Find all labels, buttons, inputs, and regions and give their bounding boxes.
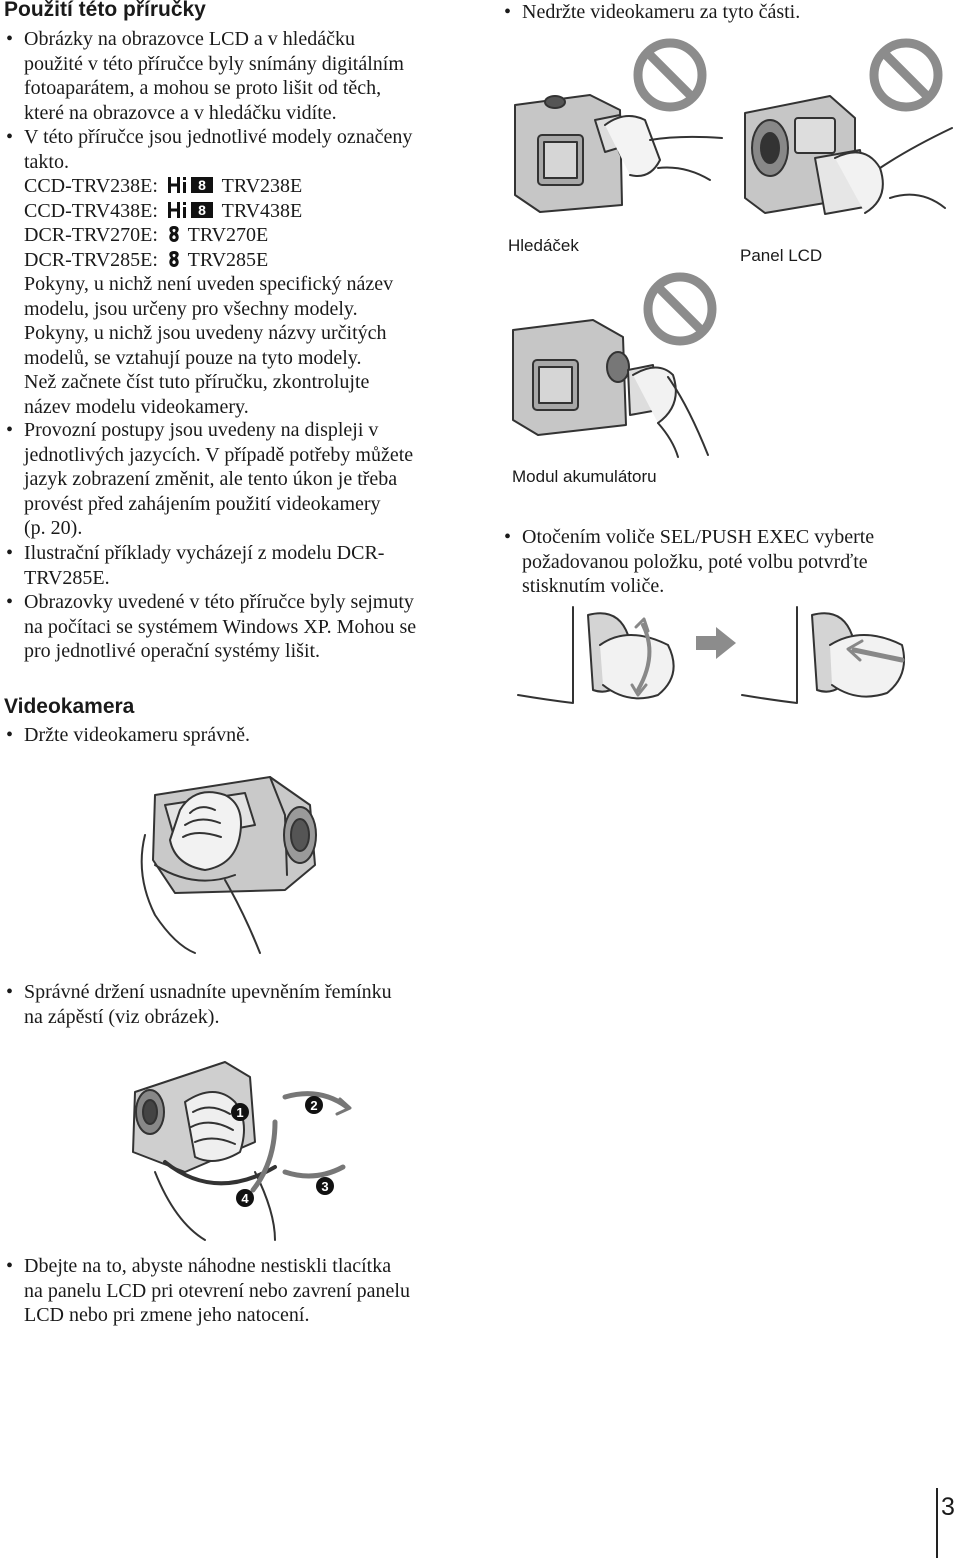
svg-text:8: 8 bbox=[198, 177, 206, 193]
text-line: • Provozní postupy jsou uvedeny na displeji v bbox=[24, 419, 379, 441]
text-line: na zápěstí (viz obrázek). bbox=[24, 1005, 220, 1028]
dial-push-illustration bbox=[742, 605, 912, 705]
hi8-logo bbox=[167, 176, 215, 194]
arrow-right-icon bbox=[694, 625, 738, 661]
usage-bullet-4 bbox=[4, 541, 384, 590]
text-line: • V této příručce jsou jednotlivé modely označeny bbox=[24, 126, 413, 148]
model-label: CCD-TRV238E: bbox=[24, 175, 158, 197]
text-line: modelu, jsou určeny pro všechny modely. bbox=[24, 297, 358, 320]
model-line-trv270 bbox=[24, 223, 412, 248]
text-line: modelů, se vztahují pouze na tyto modely. bbox=[24, 346, 362, 369]
usage-bullet-1 bbox=[4, 27, 404, 125]
svg-text:1: 1 bbox=[236, 1105, 244, 1120]
hi8-logo bbox=[167, 201, 215, 219]
model-label: CCD-TRV438E: bbox=[24, 199, 158, 222]
text-line: • Ilustrační příklady vycházejí z modelu DCR- bbox=[24, 542, 385, 564]
text-line: • Obrazovky uvedené v této příručce byly sejmuty bbox=[24, 591, 414, 613]
text-line: pro jednotlivé operační systémy lišit. bbox=[24, 640, 321, 662]
step-2-marker bbox=[305, 1096, 323, 1114]
dial-rotate-illustration bbox=[518, 605, 693, 705]
text-line: • Otočením voliče SEL/PUSH EXEC vyberte bbox=[522, 526, 875, 548]
text-line: Pokyny, u nichž jsou uvedeny názvy určitých bbox=[24, 322, 387, 344]
text-line: použité v této příručce byly snímány digitálním bbox=[24, 52, 404, 75]
text-line: LCD nebo pri zmene jeho natocení. bbox=[24, 1304, 310, 1326]
model-name: TRV438E bbox=[221, 199, 303, 222]
text-line: fotoaparátem, a mohou se proto lišit od těch, bbox=[24, 77, 382, 99]
text-line: (p. 20). bbox=[24, 517, 83, 539]
camera-bullet-3 bbox=[4, 1254, 410, 1328]
model-name: TRV270E bbox=[187, 224, 269, 246]
camera-bullet-2 bbox=[4, 980, 392, 1029]
text-line: požadovanou položku, poté volbu potvrďte bbox=[522, 550, 868, 573]
camera-lcd-illustration bbox=[740, 88, 955, 248]
text-line: • Správné držení usnadníte upevněním řemínku bbox=[24, 981, 392, 1003]
camera-heading: Videokamera bbox=[4, 695, 135, 718]
model-name: TRV285E bbox=[187, 248, 269, 271]
camera-bullet-1 bbox=[4, 723, 250, 748]
camera-viewfinder-illustration bbox=[510, 90, 725, 220]
model-line-trv238 bbox=[24, 174, 412, 199]
text-line: Pokyny, u nichž není uveden specifický název bbox=[24, 273, 394, 295]
svg-text:8: 8 bbox=[198, 201, 206, 218]
text-line: stisknutím voliče. bbox=[522, 575, 665, 597]
text-line: Než začnete číst tuto příručku, zkontrolujte bbox=[24, 371, 370, 393]
page-number: 3 bbox=[941, 1493, 955, 1521]
model-line-trv285 bbox=[24, 248, 412, 273]
text-line: jazyk zobrazení změnit, ale tento úkon je třeba bbox=[24, 468, 398, 490]
label-viewfinder: Hledáček bbox=[508, 236, 579, 255]
step-4-marker bbox=[236, 1189, 254, 1207]
text-line: na panelu LCD pri otevrení nebo zavrení panelu bbox=[24, 1279, 410, 1302]
camera-battery-illustration bbox=[508, 315, 713, 460]
hold-camera-illustration bbox=[135, 765, 335, 955]
digital8-logo bbox=[167, 225, 181, 243]
digital8-logo bbox=[167, 250, 181, 268]
text-line: jednotlivých jazycích. V případě potřeby můžete bbox=[24, 443, 414, 466]
usage-bullet-3 bbox=[4, 418, 413, 541]
svg-text:2: 2 bbox=[310, 1098, 318, 1113]
text-line: • Dbejte na to, abyste náhodne nestiskli tlacítka bbox=[24, 1255, 392, 1277]
text-line: provést před zahájením použití videokamery bbox=[24, 492, 381, 515]
step-1-marker bbox=[231, 1103, 249, 1121]
model-label: DCR-TRV285E: bbox=[24, 248, 158, 271]
right-bullet-1 bbox=[502, 0, 800, 25]
step-3-marker bbox=[316, 1177, 334, 1195]
text-line: na počítaci se systémem Windows XP. Mohou se bbox=[24, 615, 417, 638]
svg-text:3: 3 bbox=[321, 1179, 329, 1194]
text-line: • Držte videokameru správně. bbox=[24, 724, 251, 746]
svg-text:4: 4 bbox=[241, 1191, 249, 1206]
text-line: které na obrazovce a v hledáčku vidíte. bbox=[24, 101, 337, 124]
usage-bullet-5 bbox=[4, 590, 416, 664]
text-line: TRV285E. bbox=[24, 566, 110, 589]
model-label: DCR-TRV270E: bbox=[24, 224, 158, 246]
text-line: • Nedržte videokameru za tyto části. bbox=[522, 1, 801, 23]
label-battery: Modul akumulátoru bbox=[512, 467, 657, 486]
page-number-divider bbox=[936, 1488, 938, 1558]
model-name: TRV238E bbox=[221, 175, 303, 197]
text-line: • Obrázky na obrazovce LCD a v hledáčku bbox=[24, 28, 355, 50]
text-line: název modelu videokamery. bbox=[24, 395, 249, 418]
strap-illustration bbox=[125, 1052, 365, 1242]
text-line: takto. bbox=[24, 150, 69, 173]
right-bullet-2 bbox=[502, 525, 874, 599]
model-line-trv438 bbox=[24, 199, 412, 224]
usage-bullet-2 bbox=[4, 125, 412, 419]
label-lcd-panel: Panel LCD bbox=[740, 246, 823, 265]
usage-heading: Použití této příručky bbox=[4, 0, 206, 21]
